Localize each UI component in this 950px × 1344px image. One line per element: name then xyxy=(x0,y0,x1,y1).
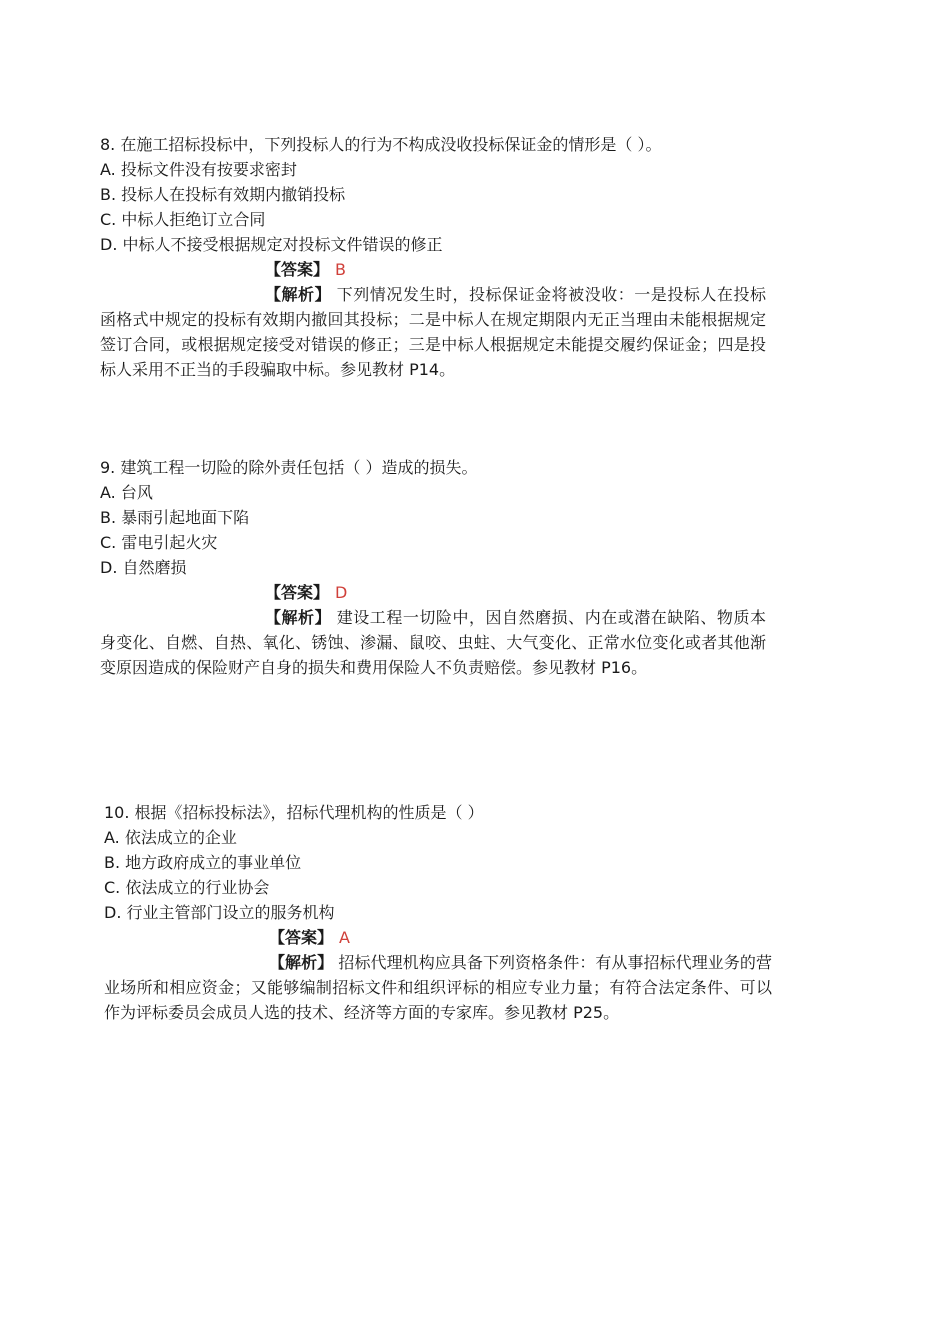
option-a: A. 台风 xyxy=(100,483,153,502)
option-b: B. 暴雨引起地面下陷 xyxy=(100,508,250,527)
option-c: C. 中标人拒绝订立合同 xyxy=(100,210,266,229)
question-stem: 10. 根据《招标投标法》，招标代理机构的性质是（ ） xyxy=(104,803,484,822)
option-b: B. 地方政府成立的事业单位 xyxy=(104,853,302,872)
answer-value: A xyxy=(339,928,350,947)
answer-label: 【答案】 xyxy=(265,260,330,279)
option-d: D. 自然磨损 xyxy=(100,558,187,577)
analysis-text: 下列情况发生时，投标保证金将被没收：一是投标人在投标函格式中规定的投标有效期内撤回其投标；二是中标人在规定期限内无正当理由未能根据规定签订合同，或根据规定接受对错误的修正；三是中标人根据规定未能提交履约保证金；四是投标人采用不正当的手段骗取中标。参见教材 P14。 xyxy=(100,285,766,379)
question-stem: 9. 建筑工程一切险的除外责任包括（ ）造成的损失。 xyxy=(100,458,478,477)
analysis-label: 【解析】 xyxy=(269,953,334,972)
option-c: C. 雷电引起火灾 xyxy=(100,533,218,552)
option-a: A. 投标文件没有按要求密封 xyxy=(100,160,297,179)
answer-label: 【答案】 xyxy=(265,583,330,602)
analysis-text: 建设工程一切险中，因自然磨损、内在或潜在缺陷、物质本身变化、自燃、自热、氧化、锈蚀、渗漏、鼠咬、虫蛀、大气变化、正常水位变化或者其他渐变原因造成的保险财产自身的损失和费用保险人不负责赔偿。参见教材 P16。 xyxy=(100,608,766,677)
answer-row xyxy=(100,257,766,282)
option-d: D. 行业主管部门设立的服务机构 xyxy=(104,903,335,922)
answer-row xyxy=(100,580,766,605)
question-stem: 8. 在施工招标投标中，下列投标人的行为不构成没收投标保证金的情形是（ ）。 xyxy=(100,135,662,154)
answer-value: B xyxy=(335,260,346,279)
answer-label: 【答案】 xyxy=(269,928,334,947)
analysis-paragraph xyxy=(100,282,766,382)
option-a: A. 依法成立的企业 xyxy=(104,828,237,847)
question-9 xyxy=(100,455,766,680)
answer-value: D xyxy=(335,583,348,602)
option-d: D. 中标人不接受根据规定对投标文件错误的修正 xyxy=(100,235,443,254)
analysis-paragraph xyxy=(104,950,772,1025)
analysis-label: 【解析】 xyxy=(265,608,332,627)
analysis-paragraph xyxy=(100,605,766,680)
option-b: B. 投标人在投标有效期内撤销投标 xyxy=(100,185,346,204)
question-10 xyxy=(104,800,772,1025)
answer-row xyxy=(104,925,772,950)
analysis-label: 【解析】 xyxy=(265,285,332,304)
option-c: C. 依法成立的行业协会 xyxy=(104,878,270,897)
question-8 xyxy=(100,132,766,382)
analysis-text: 招标代理机构应具备下列资格条件：有从事招标代理业务的营业场所和相应资金；又能够编制招标文件和组织评标的相应专业力量；有符合法定条件、可以作为评标委员会成员人选的技术、经济等方面的专家库。参见教材 P25。 xyxy=(104,953,772,1022)
